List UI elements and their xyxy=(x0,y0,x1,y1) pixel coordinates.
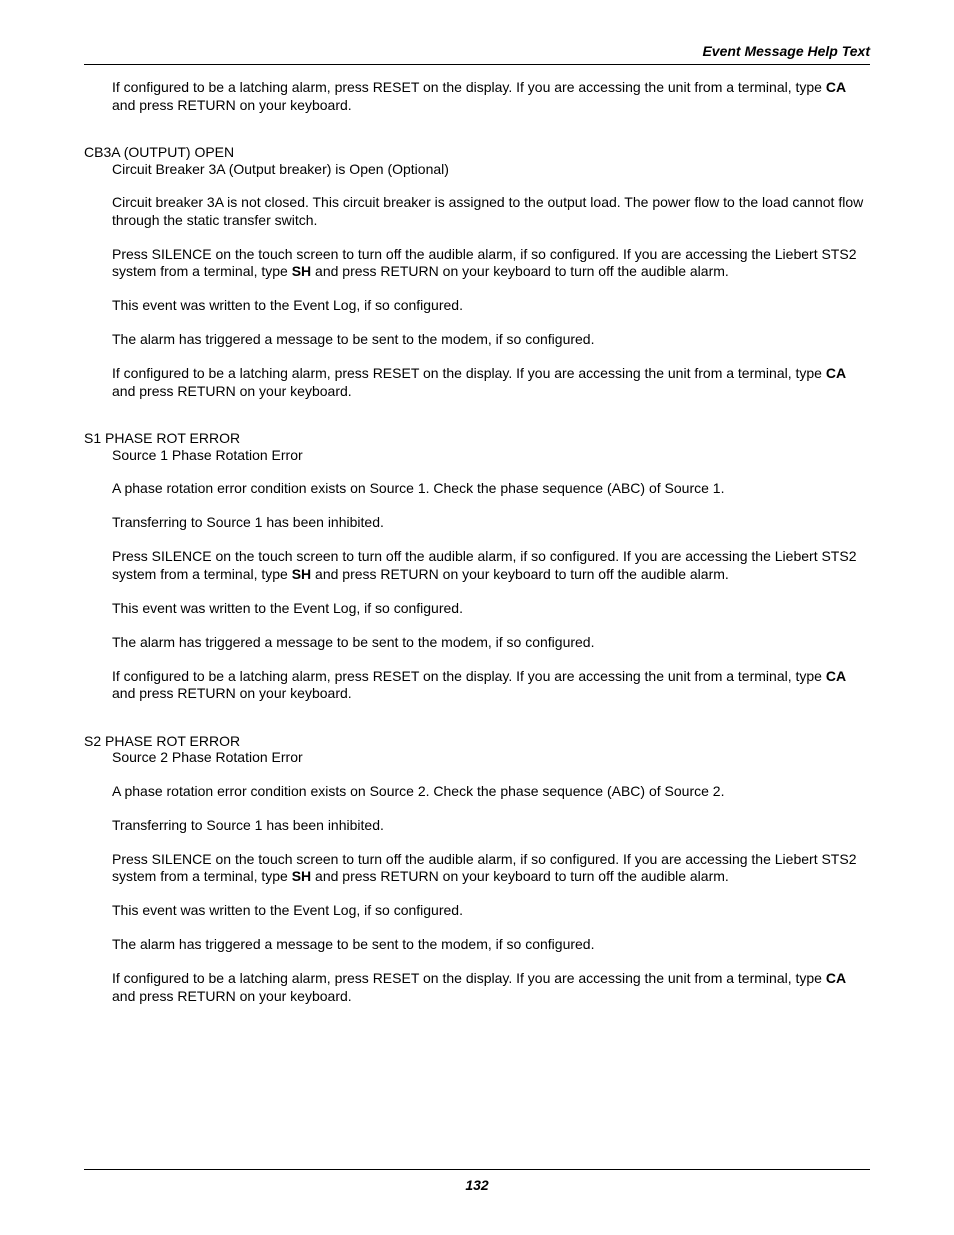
latching-text-end: and press RETURN on your keyboard. xyxy=(112,685,352,701)
silence-alarm-paragraph xyxy=(112,246,870,281)
latching-alarm-paragraph xyxy=(112,79,870,114)
silence-alarm-paragraph xyxy=(112,851,870,886)
modem-paragraph: The alarm has triggered a message to be sent to the modem, if so configured. xyxy=(112,331,595,347)
event-description: A phase rotation error condition exists on Source 1. Check the phase sequence (ABC) of Source 1. xyxy=(112,480,725,496)
latching-alarm-paragraph xyxy=(112,365,870,400)
silence-command-code: SH xyxy=(291,263,312,279)
inhibit-paragraph: Transferring to Source 1 has been inhibited. xyxy=(112,816,384,833)
event-code: S2 PHASE ROT ERROR xyxy=(84,732,241,749)
latching-command-code: CA xyxy=(825,365,847,381)
event-log-paragraph: This event was written to the Event Log, if so configured. xyxy=(112,599,463,616)
event-section-cb3a-output-open xyxy=(84,144,870,400)
event-description: A phase rotation error condition exists on Source 2. Check the phase sequence (ABC) of Source 2. xyxy=(112,782,725,799)
event-description: Circuit breaker 3A is not closed. This circuit breaker is assigned to the output load. The power flow to the load cannot flow through the static transfer switch. xyxy=(112,194,864,228)
event-title: Circuit Breaker 3A (Output breaker) is Open (Optional) xyxy=(112,160,449,177)
silence-command-code: SH xyxy=(291,868,312,884)
silence-text-end: and press RETURN on your keyboard to turn off the audible alarm. xyxy=(311,868,729,884)
latching-text-start: If configured to be a latching alarm, press RESET on the display. If you are accessing the unit from a terminal, type xyxy=(112,970,826,986)
event-code: CB3A (OUTPUT) OPEN xyxy=(84,144,235,160)
event-title: Source 2 Phase Rotation Error xyxy=(112,749,303,765)
header-divider xyxy=(84,64,870,65)
silence-alarm-paragraph xyxy=(112,548,870,583)
footer-divider xyxy=(84,1169,870,1170)
event-section-s2-phase-rot-error xyxy=(84,733,870,1006)
latching-text-start: If configured to be a latching alarm, press RESET on the display. If you are accessing the unit from a terminal, type xyxy=(112,667,826,684)
event-log-paragraph: This event was written to the Event Log, if so configured. xyxy=(112,297,463,313)
latching-text-start: If configured to be a latching alarm, press RESET on the display. If you are accessing the unit from a terminal, type xyxy=(112,365,826,381)
silence-command-code: SH xyxy=(291,565,312,582)
silence-text-end: and press RETURN on your keyboard to turn off the audible alarm. xyxy=(311,263,729,279)
event-title: Source 1 Phase Rotation Error xyxy=(112,446,303,463)
latching-command-code: CA xyxy=(825,667,847,684)
event-log-paragraph: This event was written to the Event Log, if so configured. xyxy=(112,902,463,918)
silence-text-end: and press RETURN on your keyboard to turn off the audible alarm. xyxy=(311,565,729,582)
latching-text-end: and press RETURN on your keyboard. xyxy=(112,987,352,1004)
modem-paragraph: The alarm has triggered a message to be sent to the modem, if so configured. xyxy=(112,936,595,952)
silence-text-start: Press SILENCE on the touch screen to turn off the audible alarm, if so configured. If you are accessing the Liebert STS2 system from a terminal, type xyxy=(112,850,857,884)
page-number: 132 xyxy=(465,1177,489,1193)
latching-text-end: and press RETURN on your keyboard. xyxy=(112,382,352,399)
inhibit-paragraph: Transferring to Source 1 has been inhibited. xyxy=(112,514,384,530)
page-body xyxy=(84,79,870,1022)
latching-text-end: and press RETURN on your keyboard. xyxy=(112,96,352,113)
latching-alarm-paragraph xyxy=(112,668,870,703)
event-code: S1 PHASE ROT ERROR xyxy=(84,430,241,446)
latching-command-code: CA xyxy=(825,79,847,95)
silence-text-start: Press SILENCE on the touch screen to turn off the audible alarm, if so configured. If you are accessing the Liebert STS2 system from a terminal, type xyxy=(112,548,857,582)
latching-text-start: If configured to be a latching alarm, press RESET on the display. If you are accessing the unit from a terminal, type xyxy=(112,79,826,95)
latching-alarm-paragraph xyxy=(112,970,870,1005)
silence-text-start: Press SILENCE on the touch screen to turn off the audible alarm, if so configured. If you are accessing the Liebert STS2 system from a terminal, type xyxy=(112,245,857,279)
modem-paragraph: The alarm has triggered a message to be sent to the modem, if so configured. xyxy=(112,633,595,650)
latching-command-code: CA xyxy=(825,970,847,986)
running-header-title: Event Message Help Text xyxy=(702,43,870,59)
event-section-s1-phase-rot-error xyxy=(84,430,870,703)
